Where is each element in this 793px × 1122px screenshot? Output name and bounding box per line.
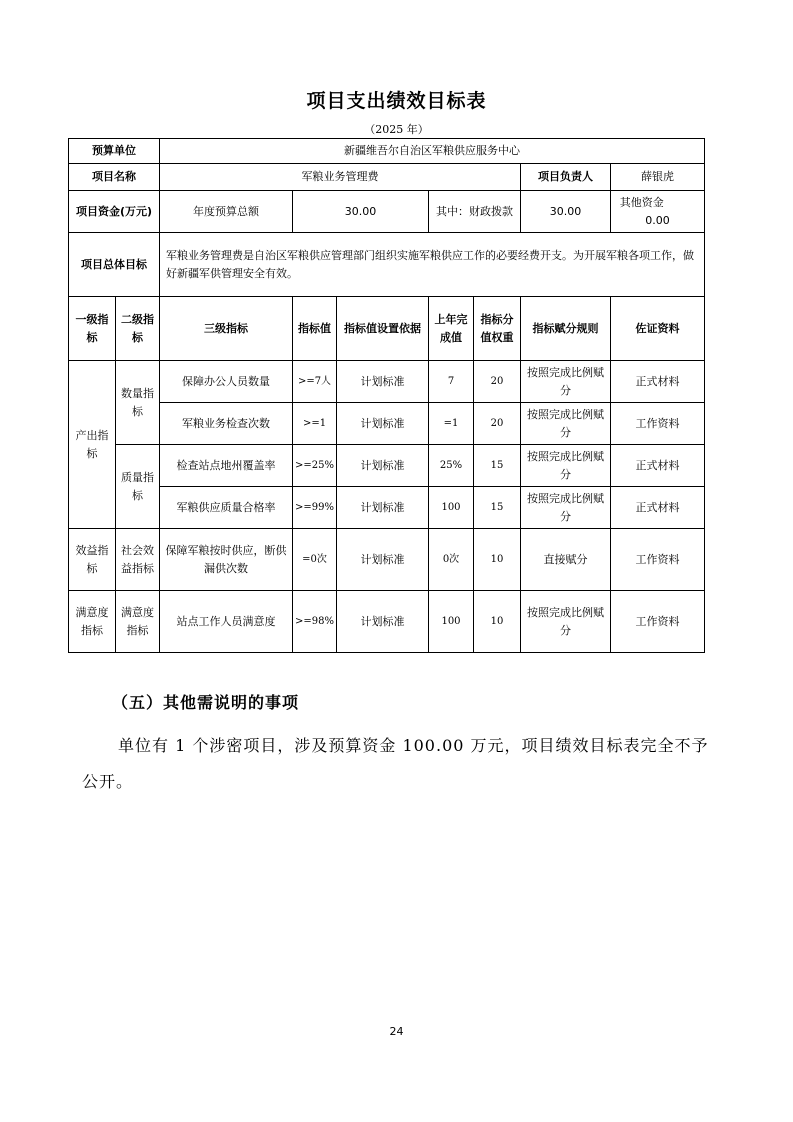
project-owner-label: 项目负责人 — [521, 164, 611, 191]
header-level2: 二级指标 — [116, 297, 160, 361]
page-number: 24 — [389, 1025, 404, 1038]
indicator-rule: 按照完成比例赋分 — [521, 361, 611, 403]
indicator-name: 检查站点地州覆盖率 — [160, 445, 293, 487]
budget-unit-label: 预算单位 — [69, 139, 160, 164]
satisfaction-indicator-cell: 满意度指标 — [69, 591, 116, 653]
section-heading: （五）其他需说明的事项 — [112, 693, 300, 712]
fiscal-allocation-label: 其中：财政拨款 — [429, 191, 521, 233]
indicator-evidence: 正式材料 — [611, 445, 705, 487]
indicator-name: 站点工作人员满意度 — [160, 591, 293, 653]
social-benefit-indicator-cell: 社会效益指标 — [116, 529, 160, 591]
indicator-basis: 计划标准 — [337, 529, 429, 591]
annual-budget-value: 30.00 — [293, 191, 429, 233]
table-row — [69, 403, 705, 445]
indicator-weight: 15 — [474, 487, 521, 529]
header-basis: 指标值设置依据 — [337, 297, 429, 361]
project-funds-label: 项目资金(万元) — [69, 191, 160, 233]
benefit-indicator-cell: 效益指标 — [69, 529, 116, 591]
table-row — [69, 445, 705, 487]
indicator-evidence: 工作资料 — [611, 529, 705, 591]
header-scoring-rule: 指标赋分规则 — [521, 297, 611, 361]
overall-goal-row — [69, 233, 705, 297]
indicator-basis: 计划标准 — [337, 361, 429, 403]
indicator-last-year: 25% — [429, 445, 474, 487]
indicator-value: >=99% — [293, 487, 337, 529]
indicator-name: 军粮供应质量合格率 — [160, 487, 293, 529]
indicator-weight: 20 — [474, 403, 521, 445]
indicator-evidence: 正式材料 — [611, 361, 705, 403]
fiscal-allocation-value: 30.00 — [521, 191, 611, 233]
header-level1: 一级指标 — [69, 297, 116, 361]
budget-unit-value: 新疆维吾尔自治区军粮供应服务中心 — [160, 139, 705, 164]
indicator-last-year: 100 — [429, 487, 474, 529]
budget-unit-row — [69, 139, 705, 164]
project-name-label: 项目名称 — [69, 164, 160, 191]
annual-budget-label: 年度预算总额 — [160, 191, 293, 233]
project-owner-value: 薛银虎 — [611, 164, 705, 191]
indicator-basis: 计划标准 — [337, 403, 429, 445]
indicator-value: >=7人 — [293, 361, 337, 403]
indicator-rule: 按照完成比例赋分 — [521, 445, 611, 487]
indicator-evidence: 工作资料 — [611, 591, 705, 653]
header-evidence: 佐证资料 — [611, 297, 705, 361]
project-funds-row — [69, 191, 705, 233]
header-level3: 三级指标 — [160, 297, 293, 361]
header-last-year: 上年完成值 — [429, 297, 474, 361]
table-row — [69, 487, 705, 529]
indicator-value: =0次 — [293, 529, 337, 591]
header-weight: 指标分值权重 — [474, 297, 521, 361]
indicator-last-year: 7 — [429, 361, 474, 403]
overall-goal-text: 军粮业务管理费是自治区军粮供应管理部门组织实施军粮供应工作的必要经费开支。为开展军粮各项工作，做好新疆军供管理安全有效。 — [160, 233, 705, 297]
indicator-name: 保障办公人员数量 — [160, 361, 293, 403]
indicator-name: 保障军粮按时供应，断供漏供次数 — [160, 529, 293, 591]
table-row — [69, 361, 705, 403]
indicator-last-year: =1 — [429, 403, 474, 445]
indicator-rule: 按照完成比例赋分 — [521, 487, 611, 529]
indicator-weight: 15 — [474, 445, 521, 487]
quality-indicator-cell: 质量指标 — [116, 445, 160, 529]
output-indicator-cell: 产出指标 — [69, 361, 116, 529]
indicator-basis: 计划标准 — [337, 445, 429, 487]
indicator-basis: 计划标准 — [337, 487, 429, 529]
indicator-value: >=98% — [293, 591, 337, 653]
indicator-name: 军粮业务检查次数 — [160, 403, 293, 445]
other-funds-label-text: 其他资金 — [619, 196, 664, 210]
body-paragraph: 单位有 1 个涉密项目，涉及预算资金 100.00 万元，项目绩效目标表完全不予公开。 — [82, 736, 709, 791]
table-row — [69, 529, 705, 591]
indicator-evidence: 工作资料 — [611, 403, 705, 445]
indicator-rule: 按照完成比例赋分 — [521, 403, 611, 445]
indicator-value: >=25% — [293, 445, 337, 487]
satisfaction-sub-indicator-cell: 满意度指标 — [116, 591, 160, 653]
indicator-header-row — [69, 297, 705, 361]
indicator-rule: 按照完成比例赋分 — [521, 591, 611, 653]
indicator-weight: 10 — [474, 591, 521, 653]
performance-table — [68, 138, 705, 653]
indicator-weight: 20 — [474, 361, 521, 403]
indicator-value: >=1 — [293, 403, 337, 445]
year-label: （2025 年） — [364, 123, 429, 136]
indicator-rule: 直接赋分 — [521, 529, 611, 591]
header-indicator-value: 指标值 — [293, 297, 337, 361]
indicator-last-year: 0次 — [429, 529, 474, 591]
indicator-last-year: 100 — [429, 591, 474, 653]
project-name-row — [69, 164, 705, 191]
other-funds-value — [611, 191, 705, 233]
indicator-evidence: 正式材料 — [611, 487, 705, 529]
table-row — [69, 591, 705, 653]
indicator-weight: 10 — [474, 529, 521, 591]
project-name-value: 军粮业务管理费 — [160, 164, 521, 191]
page-title: 项目支出绩效目标表 — [306, 90, 487, 112]
overall-goal-label: 项目总体目标 — [69, 233, 160, 297]
other-funds-amount: 0.00 — [645, 213, 670, 227]
quantity-indicator-cell: 数量指标 — [116, 361, 160, 445]
indicator-basis: 计划标准 — [337, 591, 429, 653]
